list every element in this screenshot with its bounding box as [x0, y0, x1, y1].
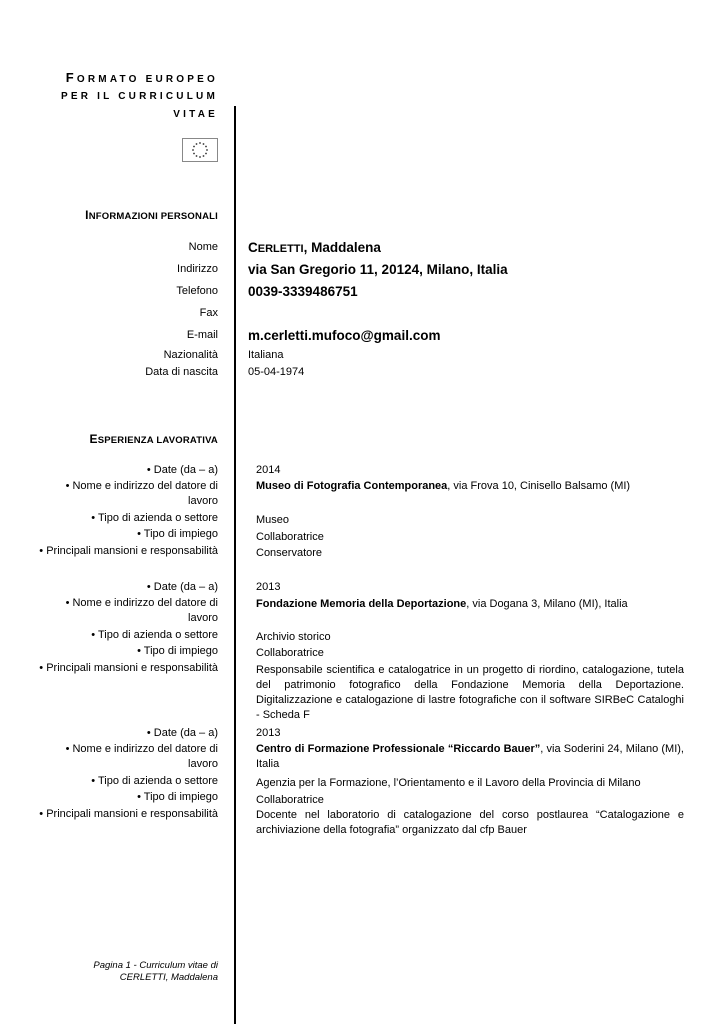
label-job-type: • Tipo di impiego	[137, 645, 218, 657]
label-phone: Telefono	[176, 285, 218, 297]
label-duties: • Principali mansioni e responsabilità	[39, 808, 218, 820]
value-phone: 0039-3339486751	[248, 284, 358, 299]
label-duties: • Principali mansioni e responsabilità	[39, 662, 218, 674]
label-name: Nome	[188, 241, 218, 253]
section-work-experience: ESPERIENZA LAVORATIVA	[89, 432, 218, 446]
cv-title-line-2: PER IL CURRICULUM	[61, 91, 218, 102]
vertical-divider	[234, 106, 236, 1024]
entry-duties: Docente nel laboratorio di catalogazione del corso postlaurea “Catalogazione e archiviazione della fotografia” organizzato dal cfp Bauer	[256, 809, 684, 836]
value-name: CERLETTI, Maddalena	[248, 240, 381, 255]
label-duties: • Principali mansioni e responsabilità	[39, 545, 218, 557]
entry-date: 2013	[256, 727, 281, 739]
label-address: Indirizzo	[177, 263, 218, 275]
label-job-type: • Tipo di impiego	[137, 791, 218, 803]
section-personal-info: INFORMAZIONI PERSONALI	[85, 208, 218, 222]
label-date: • Date (da – a)	[146, 581, 218, 593]
label-employer-cont: lavoro	[188, 612, 218, 624]
entry-duties: Conservatore	[256, 547, 323, 559]
label-date: • Date (da – a)	[146, 464, 218, 476]
entry-job-type: Collaboratrice	[256, 531, 324, 543]
entry-date: 2014	[256, 464, 281, 476]
entry-sector: Archivio storico	[256, 631, 331, 643]
value-birthdate: 05-04-1974	[248, 366, 305, 378]
label-job-type: • Tipo di impiego	[137, 528, 218, 540]
value-nationality: Italiana	[248, 349, 284, 361]
label-employer-cont: lavoro	[188, 758, 218, 770]
label-sector: • Tipo di azienda o settore	[91, 629, 218, 641]
entry-job-type: Collaboratrice	[256, 647, 324, 659]
label-employer: • Nome e indirizzo del datore di	[65, 480, 218, 492]
label-employer: • Nome e indirizzo del datore di	[65, 743, 218, 755]
entry-employer: Museo di Fotografia Contemporanea, via Frova 10, Cinisello Balsamo (MI)	[256, 480, 631, 492]
label-employer-cont: lavoro	[188, 495, 218, 507]
label-nationality: Nazionalità	[163, 349, 218, 361]
label-date: • Date (da – a)	[146, 727, 218, 739]
footer-line-2: CERLETTI, Maddalena	[119, 972, 218, 983]
label-sector: • Tipo di azienda o settore	[91, 775, 218, 787]
entry-sector: Agenzia per la Formazione, l’Orientamento e il Lavoro della Provincia di Milano	[256, 777, 641, 789]
eu-flag-icon	[182, 138, 218, 162]
value-address: via San Gregorio 11, 20124, Milano, Italia	[248, 262, 508, 277]
label-fax: Fax	[199, 307, 218, 319]
page-footer	[60, 960, 218, 984]
entry-job-type: Collaboratrice	[256, 794, 324, 806]
entry-employer: Fondazione Memoria della Deportazione, via Dogana 3, Milano (MI), Italia	[256, 598, 628, 610]
label-birthdate: Data di nascita	[145, 366, 218, 378]
entry-duties: Responsabile scientifica e catalogatrice in un progetto di riordino, catalogazione, tutela del patrimonio fotografico della Fondazione Memoria della Deportazione. Digitalizzazione e catalogazione di lastre fotografiche con il software SIRBeC Cataloghi - Scheda F	[256, 664, 684, 721]
label-sector: • Tipo di azienda o settore	[91, 512, 218, 524]
label-employer: • Nome e indirizzo del datore di	[65, 597, 218, 609]
entry-date: 2013	[256, 581, 281, 593]
label-email: E-mail	[186, 329, 218, 341]
entry-employer: Centro di Formazione Professionale “Riccardo Bauer”, via Soderini 24, Milano (MI), Italia	[256, 743, 684, 770]
entry-sector: Museo	[256, 514, 290, 526]
footer-line-1: Pagina 1 - Curriculum vitae di	[93, 960, 218, 971]
value-email[interactable]: m.cerletti.mufoco@gmail.com	[248, 328, 441, 343]
cv-title-line-3: VITAE	[173, 109, 218, 120]
cv-title-line-1: FORMATO EUROPEO	[65, 70, 218, 85]
